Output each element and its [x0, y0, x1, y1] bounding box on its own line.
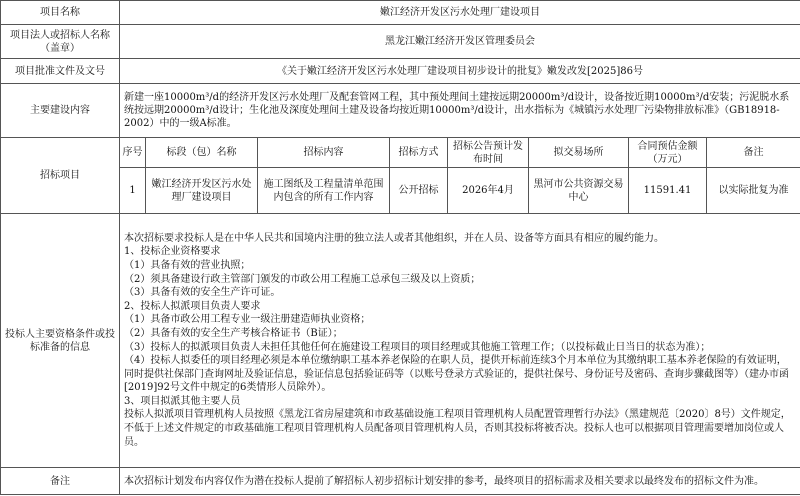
row-legal-person: [1, 25, 800, 59]
qualification-line: 1、投标企业资格要求: [124, 246, 221, 258]
qualification-line: （3）具备有效的安全生产许可证。: [124, 287, 281, 299]
bid-header-publish-time: 招标公告预计发布时间: [448, 138, 529, 168]
approval-label: 项目批准文件及文号: [1, 59, 120, 84]
bid-header-amount: 合同预估金额（万元）: [629, 138, 707, 168]
construction-label: 主要建设内容: [1, 84, 120, 138]
qualification-line: （4）投标人拟委任的项目经理必须是本单位缴纳职工基本养老保险的在职人员，提供开标前连续3个月本单位为其缴纳职工基本养老保险的有效证明，同时提供社保部门查询网址及验证信息，验证信息包括验证码等（以账号登录方式验证的，提供社保号、身份证号及密码、查询步骤截图等）（建办市函[2019]92号文件中规定的6类情形人员除外）。: [124, 355, 789, 394]
project-name-value: 嫩江经济开发区污水处理厂建设项目: [120, 1, 800, 25]
row-remarks: [1, 468, 800, 495]
row-qualification: [1, 214, 800, 468]
qualification-line: （1）具备市政公用工程专业一级注册建造师执业资格；: [124, 314, 371, 326]
qualification-line: 3、项目拟派其他主要人员: [124, 395, 241, 407]
bid-header-row: [1, 138, 800, 168]
bid-header-method: 招标方式: [390, 138, 448, 168]
qualification-line: （1）具备有效的营业执照；: [124, 259, 251, 271]
bid-cell-content: 施工图纸及工程量清单范围内包含的所有工作内容: [258, 168, 390, 214]
qualification-line: （2）具备有效的安全生产考核合格证书（B证）；: [124, 327, 343, 339]
bid-header-no: 序号: [120, 138, 146, 168]
bid-header-venue: 拟交易场所: [529, 138, 629, 168]
legal-person-value: 黑龙江嫩江经济开发区管理委员会: [120, 25, 800, 59]
row-approval: [1, 59, 800, 84]
remarks-label: 备注: [1, 468, 120, 495]
bid-cell-publish-time: 2026年4月: [448, 168, 529, 214]
bid-label: 招标项目: [1, 138, 120, 214]
approval-value: 《关于嫩江经济开发区污水处理厂建设项目初步设计的批复》嫩发改发[2025]86号: [120, 59, 800, 84]
project-name-label: 项目名称: [1, 1, 120, 25]
qualification-line: （2）须具备建设行政主管部门颁发的市政公用工程施工总承包三级及以上资质；: [124, 273, 481, 285]
qualification-line: 2、投标人拟派项目负责人要求: [124, 300, 261, 312]
bid-data-row: [1, 168, 800, 214]
bid-header-content: 招标内容: [258, 138, 390, 168]
qualification-line: 本次招标要求投标人是在中华人民共和国境内注册的独立法人或者其他组织，并在人员、设备等方面具有相应的履约能力。: [124, 232, 664, 244]
bid-cell-amount: 11591.41: [629, 168, 707, 214]
remarks-value: 本次招标计划发布内容仅作为潜在投标人提前了解招标人初步招标计划安排的参考，最终项目的招标需求及相关要求以最终发布的招标文件为准。: [120, 468, 800, 495]
bid-cell-venue: 黑河市公共资源交易中心: [529, 168, 629, 214]
qualification-body: [120, 214, 800, 468]
row-construction: [1, 84, 800, 138]
construction-value: 新建一座10000m³/d的经济开发区污水处理厂及配套管网工程，其中预处理间土建按远期20000m³/d设计，设备按近期10000m³/d安装；污泥脱水系统按远期20000m³/d设计；生化池及深度处理间土建及设备均按近期10000m³/d设计，出水指标为《城镇污水处理厂污染物排放标准》（GB18918-2002）中的一级A标准。: [120, 84, 800, 138]
qualification-line: （3）投标人的拟派项目负责人未担任其他任何在施建设工程项目的项目经理或其他施工管理工作；（以投标截止日当日的状态为准）；: [124, 341, 711, 353]
bid-cell-no: 1: [120, 168, 146, 214]
bid-header-remark: 备注: [707, 138, 800, 168]
qualification-line: 投标人拟派项目管理机构人员按照《黑龙江省房屋建筑和市政基础设施工程项目管理机构人员配置管理暂行办法》（黑建规范〔2020〕8号）文件规定，不低于上述文件规定的市政基础施工程项目管理机构人员配备项目管理机构人员，否则其投标将被否决。投标人也可以根据项目管理需要增加岗位或人员。: [124, 409, 791, 448]
legal-person-label: 项目法人或招标人名称（盖章）: [1, 25, 120, 59]
row-project-name: [1, 1, 800, 25]
bid-header-section: 标段（包）名称: [146, 138, 258, 168]
bid-cell-section: 嫩江经济开发区污水处理厂建设项目: [146, 168, 258, 214]
qualification-label: 投标人主要资格条件或投标准备的信息: [1, 214, 120, 468]
bid-cell-remark: 以实际批复为准: [707, 168, 800, 214]
bid-cell-method: 公开招标: [390, 168, 448, 214]
